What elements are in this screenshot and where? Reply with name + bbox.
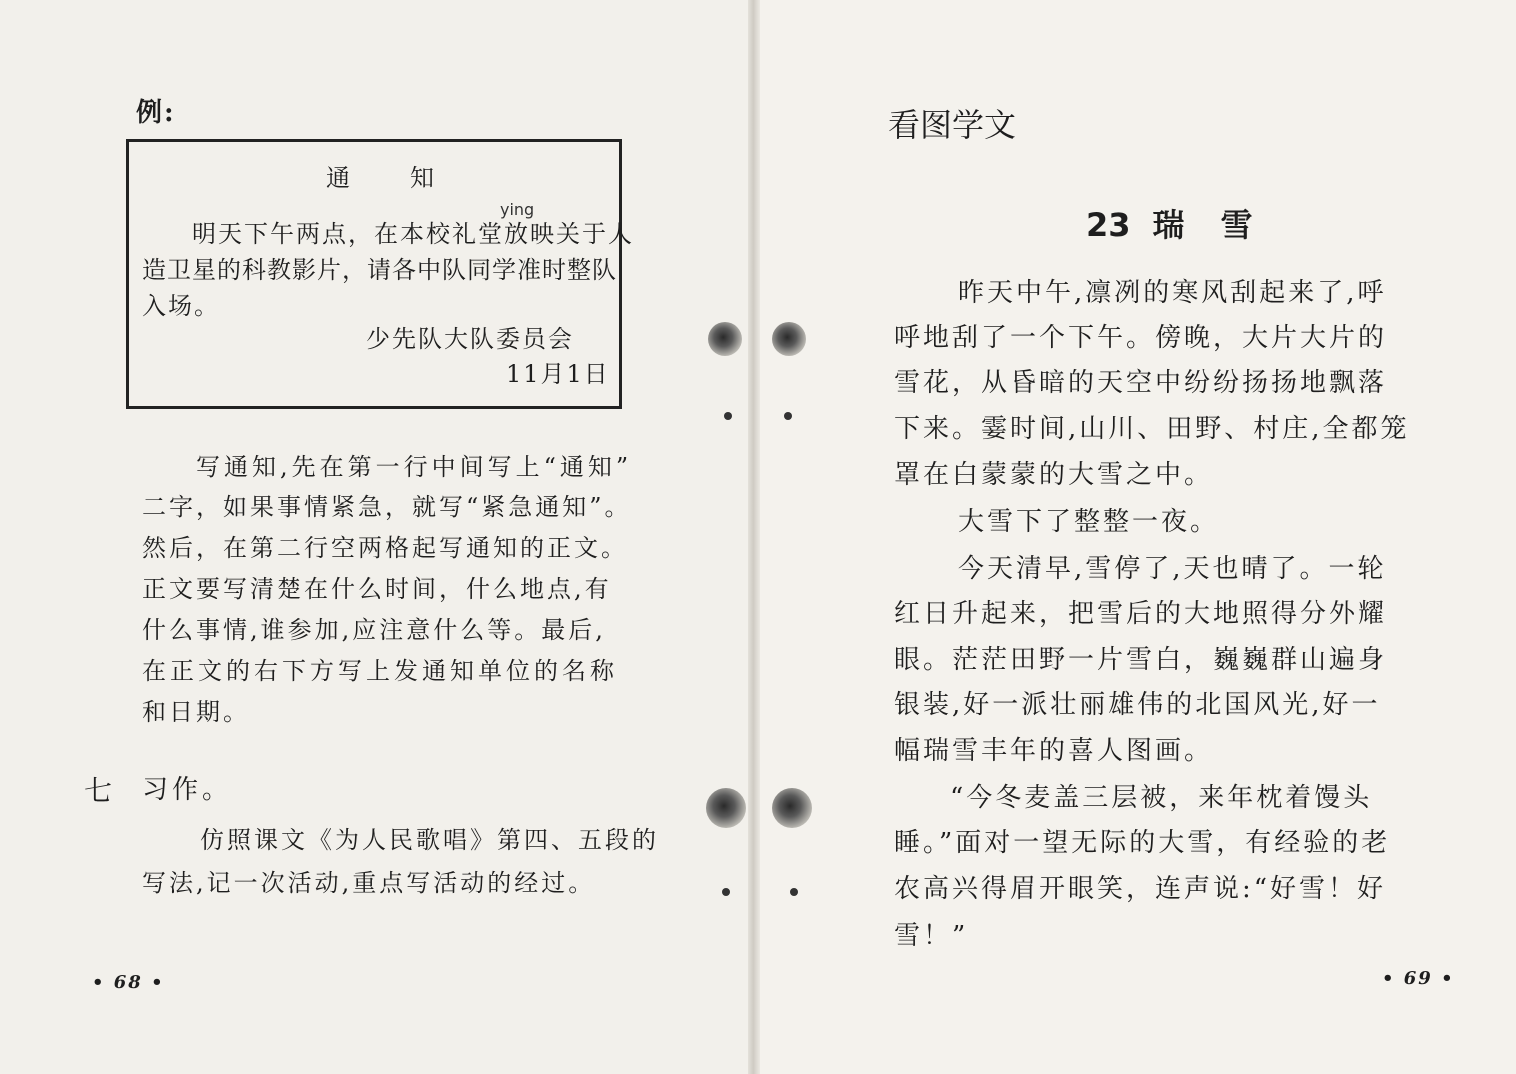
paragraph-line: “今冬麦盖三层被，来年枕着馒头 bbox=[950, 783, 1373, 813]
explanation-line: 和日期。 bbox=[142, 698, 250, 726]
page-number-left: • 68 • bbox=[92, 972, 165, 993]
exercise-title: 习作。 bbox=[142, 775, 233, 805]
lesson-number: 23 bbox=[1086, 206, 1131, 244]
paragraph-line: 罩在白蒙蒙的大雪之中。 bbox=[894, 460, 1214, 490]
explanation-line: 什么事情,谁参加,应注意什么等。最后, bbox=[142, 616, 606, 644]
binding-speck bbox=[784, 412, 792, 420]
explanation-line: 在正文的右下方写上发通知单位的名称 bbox=[142, 657, 618, 685]
binding-speck bbox=[724, 412, 732, 420]
paragraph-line: 红日升起来，把雪后的大地照得分外耀 bbox=[894, 599, 1388, 629]
lesson-heading bbox=[1086, 200, 1289, 246]
binding-speck bbox=[722, 888, 730, 896]
paragraph-line: 幅瑞雪丰年的喜人图画。 bbox=[894, 736, 1214, 766]
explanation-line: 二字，如果事情紧急，就写“紧急通知”。 bbox=[142, 493, 632, 521]
right-page bbox=[758, 0, 1516, 1074]
notice-signature: 少先队大队委员会 bbox=[366, 325, 574, 353]
binding-hole bbox=[772, 788, 812, 828]
binding-hole bbox=[706, 788, 746, 828]
notice-body-line: 造卫星的科教影片，请各中队同学准时整队 bbox=[142, 256, 617, 284]
notice-body-line: 入场。 bbox=[142, 292, 220, 320]
exercise-line: 写法,记一次活动,重点写活动的经过。 bbox=[142, 869, 596, 897]
paragraph-line: 银装,好一派壮丽雄伟的北国风光,好一 bbox=[894, 690, 1381, 720]
example-label: 例: bbox=[136, 98, 176, 128]
paragraph-line: 睡。”面对一望无际的大雪，有经验的老 bbox=[894, 828, 1391, 858]
notice-body-line: 明天下午两点，在本校礼堂放映关于人 bbox=[192, 220, 634, 248]
paragraph-line: 呼地刮了一个下午。傍晚，大片大片的 bbox=[894, 323, 1388, 353]
paragraph-line: 雪！” bbox=[894, 921, 969, 951]
paragraph-line: 雪花，从昏暗的天空中纷纷扬扬地飘落 bbox=[894, 368, 1388, 398]
lesson-title: 瑞雪 bbox=[1152, 206, 1289, 244]
section-label: 看图学文 bbox=[888, 106, 1017, 144]
paragraph-line: 昨天中午,凛冽的寒风刮起来了,呼 bbox=[958, 278, 1387, 308]
pinyin-annotation: ying bbox=[500, 200, 535, 219]
explanation-line: 然后，在第二行空两格起写通知的正文。 bbox=[142, 534, 628, 562]
exercise-number: 七 bbox=[84, 774, 115, 807]
paragraph-line: 眼。茫茫田野一片雪白，巍巍群山遍身 bbox=[894, 645, 1388, 675]
paragraph-line: 农高兴得眉开眼笑，连声说:“好雪！好 bbox=[894, 874, 1387, 904]
binding-hole bbox=[708, 322, 742, 356]
paragraph-line: 今天清早,雪停了,天也晴了。一轮 bbox=[958, 554, 1387, 584]
book-gutter bbox=[748, 0, 760, 1074]
notice-date: 11月1日 bbox=[506, 360, 610, 388]
page-number-right: • 69 • bbox=[1382, 968, 1455, 989]
paragraph-line: 下来。霎时间,山川、田野、村庄,全都笼 bbox=[894, 414, 1410, 444]
binding-speck bbox=[790, 888, 798, 896]
notice-title: 通 知 bbox=[326, 164, 438, 192]
explanation-line: 正文要写清楚在什么时间，什么地点,有 bbox=[142, 575, 612, 603]
explanation-line: 写通知,先在第一行中间写上“通知” bbox=[196, 453, 633, 481]
binding-hole bbox=[772, 322, 806, 356]
paragraph-line: 大雪下了整整一夜。 bbox=[958, 507, 1220, 537]
exercise-line: 仿照课文《为人民歌唱》第四、五段的 bbox=[200, 826, 659, 854]
